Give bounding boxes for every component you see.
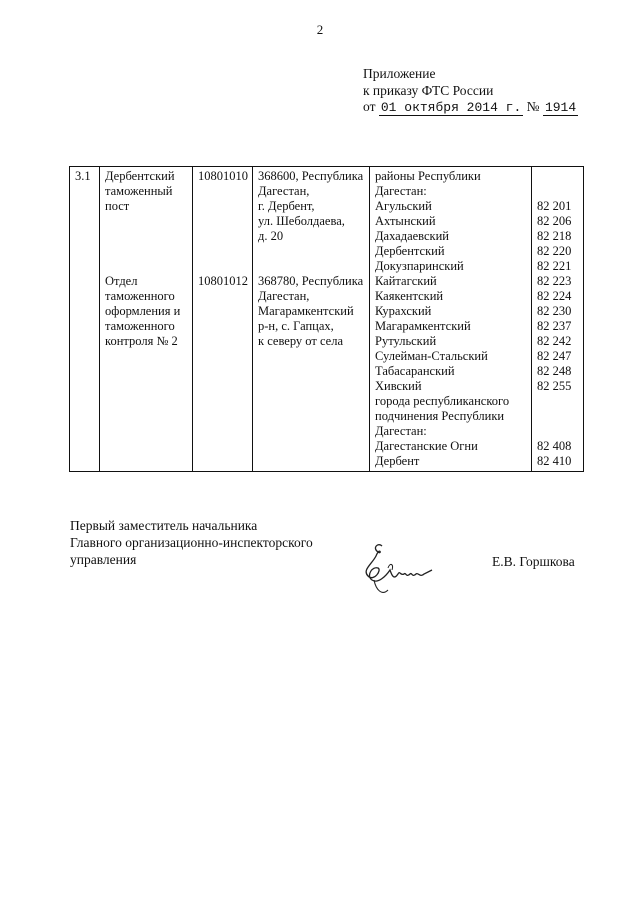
- appendix-order-ref: к приказу ФТС России: [363, 82, 494, 98]
- row-number-cell: [70, 167, 100, 472]
- area-code: 82 242: [537, 334, 572, 348]
- area-code: 82 248: [537, 364, 572, 378]
- area-name: Дагестан:: [375, 184, 427, 198]
- address-cell: [253, 167, 370, 472]
- addr2-line: 368780, Республика: [258, 274, 364, 288]
- addr1-line: 368600, Республика: [258, 169, 364, 183]
- area-code: 82 206: [537, 214, 572, 228]
- number-label: №: [526, 99, 540, 114]
- area-name: Дагестанские Огни: [375, 439, 478, 453]
- area-code: 82 220: [537, 244, 572, 258]
- area-code: 82 223: [537, 274, 572, 288]
- area-name: Рутульский: [375, 334, 437, 348]
- area-code: 82 221: [537, 259, 572, 273]
- area-name: Хивский: [375, 379, 422, 393]
- area-code: 82 408: [537, 439, 572, 453]
- signatory-name: Е.В. Горшкова: [492, 554, 575, 569]
- org2-code: 10801012: [198, 274, 248, 288]
- area-name: города республиканского: [375, 394, 510, 408]
- org2-line: таможенного: [105, 289, 175, 303]
- org1-line: таможенный: [105, 184, 173, 198]
- org2-line: Отдел: [105, 274, 138, 288]
- from-label: от: [363, 99, 376, 114]
- area-code: 82 237: [537, 319, 572, 333]
- org2-line: оформления и: [105, 304, 181, 318]
- area-code: 82 201: [537, 199, 572, 213]
- area-name: Дагестан:: [375, 424, 427, 438]
- addr2-line: Магарамкентский: [258, 304, 354, 318]
- area-code: 82 230: [537, 304, 572, 318]
- addr2-line: р-н, с. Гапцах,: [258, 319, 334, 333]
- org1-code: 10801010: [198, 169, 248, 183]
- signatory-department-cont: управления: [70, 552, 137, 567]
- area-name: Табасаранский: [375, 364, 455, 378]
- area-name: подчинения Республики: [375, 409, 505, 423]
- org2-line: таможенного: [105, 319, 175, 333]
- addr2-line: к северу от села: [258, 334, 343, 348]
- area-code: 82 410: [537, 454, 572, 468]
- organization-cell: [100, 167, 193, 472]
- area-code: 82 255: [537, 379, 572, 393]
- area-name: районы Республики: [375, 169, 481, 183]
- order-date: 01 октября 2014 г.: [380, 100, 522, 115]
- signatory-department: Главного организационно-инспекторского: [70, 535, 313, 550]
- addr2-line: Дагестан,: [258, 289, 310, 303]
- code-cell: [193, 167, 253, 472]
- area-name: Ахтынский: [375, 214, 436, 228]
- appendix-title: Приложение: [363, 66, 436, 81]
- area-name: Дахадаевский: [375, 229, 449, 243]
- page-number: 2: [316, 22, 324, 37]
- area-name: Кайтагский: [375, 274, 437, 288]
- org1-line: пост: [105, 199, 130, 213]
- area-code: 82 247: [537, 349, 572, 363]
- signatory-block: [70, 517, 313, 568]
- area-name: Курахский: [375, 304, 432, 318]
- area-name: Магарамкентский: [375, 319, 471, 333]
- area-name: Дербентский: [375, 244, 445, 258]
- org2-line: контроля № 2: [105, 334, 178, 348]
- appendix-header: [363, 66, 578, 117]
- area-name: Сулейман-Стальский: [375, 349, 488, 363]
- okato-code-cell: [532, 167, 584, 472]
- org1-line: Дербентский: [105, 169, 175, 183]
- addr1-line: ул. Шеболдаева,: [258, 214, 345, 228]
- area-code: 82 224: [537, 289, 572, 303]
- handwritten-signature-icon: [352, 540, 438, 602]
- table-row: [70, 167, 584, 472]
- area-name: Каякентский: [375, 289, 444, 303]
- areas-cell: [370, 167, 532, 472]
- order-number: 1914: [544, 100, 577, 115]
- area-name: Дербент: [375, 454, 420, 468]
- area-code: 82 218: [537, 229, 572, 243]
- addr1-line: Дагестан,: [258, 184, 310, 198]
- addr1-line: д. 20: [258, 229, 284, 243]
- area-name: Докузпаринский: [375, 259, 464, 273]
- row-number: 3.1: [75, 169, 91, 183]
- appendix-date-line: [363, 99, 578, 117]
- signatory-position: Первый заместитель начальника: [70, 518, 258, 533]
- addr1-line: г. Дербент,: [258, 199, 315, 213]
- area-name: Агульский: [375, 199, 432, 213]
- customs-posts-table: [69, 166, 584, 472]
